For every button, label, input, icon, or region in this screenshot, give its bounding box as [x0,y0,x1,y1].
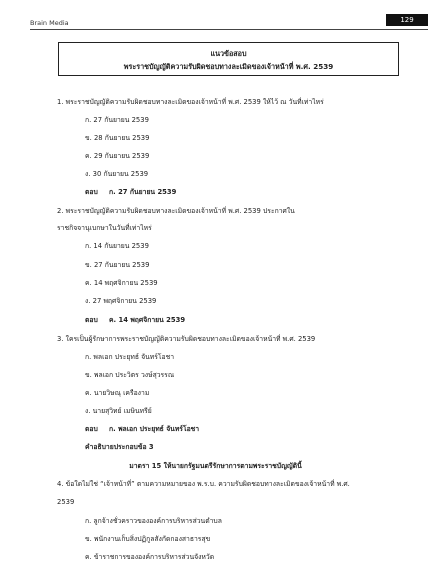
answer-label: ตอบ [85,316,98,324]
question-3-option-c: ค. นายวิษณุ เครืองาม [85,389,150,397]
title-line-1: แนวข้อสอบ [210,49,247,58]
question-4-option-a: ก. ลูกจ้างชั่วคราวขององค์การบริหารส่วนตำบล [85,517,222,525]
question-2-line-2: ราชกิจจานุเบกษาในวันที่เท่าไหร่ [57,224,152,232]
explanation-heading: มาตรา 15 ให้นายกรัฐมนตรีรักษาการตามพระราชบัญญัตินี้ [129,462,302,470]
header-rule [30,29,428,30]
question-1-option-c: ค. 29 กันยายน 2539 [85,152,150,160]
page-number-badge: 129 [386,14,428,26]
question-1-option-b: ข. 28 กันยายน 2539 [85,134,150,142]
question-2-answer [85,316,185,325]
brand-name: Brain Media [30,19,69,27]
answer-text: ค. 14 พฤศจิกายน 2539 [109,316,186,324]
question-3: 3. ใครเป็นผู้รักษาการพระราชบัญญัติความรับผิดชอบทางละเมิดของเจ้าหน้าที่ พ.ศ. 2539 [57,335,316,343]
explanation-label: คำอธิบายประกอบข้อ 3 [85,443,154,451]
question-3-option-b: ข. พลเอก ประวิตร วงษ์สุวรรณ [85,371,175,379]
answer-label: ตอบ [85,425,98,433]
question-2-option-a: ก. 14 กันยายน 2539 [85,242,149,250]
question-4-option-c: ค. ข้าราชการขององค์การบริหารส่วนจังหวัด [85,553,215,561]
question-2-option-d: ง. 27 พฤศจิกายน 2539 [85,297,157,305]
question-3-answer [85,425,199,434]
answer-text: ก. 27 กันยายน 2539 [109,188,177,196]
answer-text: ก. พลเอก ประยุทธ์ จันทร์โอชา [109,425,200,433]
question-3-option-d: ง. นายสุวิทย์ เมษินทรีย์ [85,407,152,415]
title-box [58,42,399,76]
question-3-option-a: ก. พลเอก ประยุทธ์ จันทร์โอชา [85,353,175,361]
answer-label: ตอบ [85,188,98,196]
question-4-line-2: 2539 [57,498,75,506]
question-2-option-c: ค. 14 พฤศจิกายน 2539 [85,279,158,287]
question-4-line-1: 4. ข้อใดไม่ใช่ “เจ้าหน้าที่” ตามความหมายของ พ.ร.บ. ความรับผิดชอบทางละเมิดของเจ้าหน้าที่ พ.ศ. [57,480,350,488]
question-2-option-b: ข. 27 กันยายน 2539 [85,261,150,269]
question-1-answer [85,188,176,197]
title-line-2: พระราชบัญญัติความรับผิดชอบทางละเมิดของเจ้าหน้าที่ พ.ศ. 2539 [123,62,334,71]
question-4-option-b: ข. พนักงานเก็บสิ่งปฏิกูลสังกัดกองสาธารสุข [85,535,211,543]
question-2-line-1: 2. พระราชบัญญัติความรับผิดชอบทางละเมิดของเจ้าหน้าที่ พ.ศ. 2539 ประกาศใน [57,207,295,215]
question-1-option-d: ง. 30 กันยายน 2539 [85,170,149,178]
question-1: 1. พระราชบัญญัติความรับผิดชอบทางละเมิดของเจ้าหน้าที่ พ.ศ. 2539 ให้ไว้ ณ วันที่เท่าไหร่ [57,98,324,106]
question-1-option-a: ก. 27 กันยายน 2539 [85,116,149,124]
